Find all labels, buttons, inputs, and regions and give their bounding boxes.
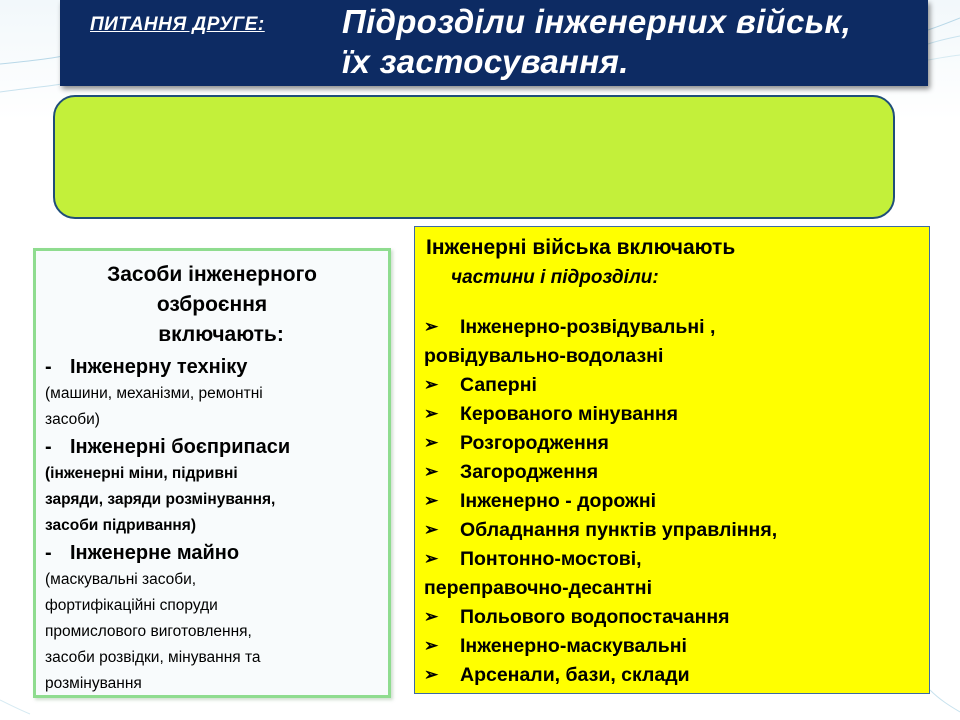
unit-name: Інженерно-розвідувальні , (460, 316, 716, 338)
list-item (424, 516, 924, 545)
arrow-bullet-icon: ➢ (424, 317, 439, 336)
arrow-bullet-icon: ➢ (424, 491, 439, 510)
engineering-armament-panel (33, 248, 391, 698)
item-description-line: промислового виготовлення, (45, 623, 252, 640)
list-item (424, 632, 924, 661)
arrow-bullet-icon: ➢ (424, 549, 439, 568)
arrow-bullet-icon: ➢ (424, 375, 439, 394)
right-panel-title: Інженерні війська включають (426, 236, 736, 259)
list-item (424, 603, 924, 632)
left-panel-heading (36, 260, 388, 350)
engineering-units-panel (414, 226, 930, 694)
unit-name: Інженерно-маскувальні (460, 635, 687, 657)
list-item (45, 433, 387, 461)
item-description-line: засоби) (45, 411, 100, 428)
list-item (424, 371, 924, 400)
unit-name: Керованого мінування (460, 403, 679, 425)
arrow-bullet-icon: ➢ (424, 636, 439, 655)
item-description-line: розмінування (45, 675, 142, 692)
slide-title-line-2: їх застосування. (342, 43, 629, 80)
list-item (424, 429, 924, 458)
list-item (424, 545, 924, 574)
unit-name: Саперні (460, 374, 537, 396)
arrow-bullet-icon: ➢ (424, 404, 439, 423)
unit-name: Польового водопостачання (460, 606, 730, 628)
unit-name: ровідувально-водолазні (424, 345, 664, 367)
item-title: Інженерне майно (70, 542, 240, 564)
left-heading-line-1: Засоби інженерного (107, 263, 317, 286)
unit-name: Арсенали, бази, склади (460, 664, 690, 686)
item-description-line: заряди, заряди розмінування, (45, 491, 276, 508)
item-description-line: (машини, механізми, ремонтні (45, 385, 263, 402)
arrow-bullet-icon: ➢ (424, 665, 439, 684)
unit-name: Понтонно-мостові, (460, 548, 642, 570)
item-title: Інженерні боєприпаси (70, 436, 291, 458)
arrow-bullet-icon: ➢ (424, 433, 439, 452)
dash-marker: - (45, 436, 52, 458)
unit-name: Розгородження (460, 432, 609, 454)
list-item (424, 487, 924, 516)
item-description-line: фортифікаційні споруди (45, 597, 218, 614)
item-title: Інженерну техніку (70, 356, 248, 378)
left-heading-line-3: включають: (158, 323, 284, 346)
unit-name: переправочно-десантні (424, 577, 652, 599)
item-description-line: (інженерні міни, підривні (45, 465, 238, 482)
list-item (424, 458, 924, 487)
item-description-line: засоби підривання) (45, 517, 196, 534)
question-label: ПИТАННЯ ДРУГЕ: (90, 14, 265, 35)
right-panel-subtitle: частини і підрозділи: (451, 267, 659, 288)
armament-list (45, 353, 387, 697)
dash-marker: - (45, 356, 52, 378)
list-item-continuation (424, 574, 924, 603)
units-list (424, 313, 924, 690)
title-banner (60, 0, 928, 86)
unit-name: Загородження (460, 461, 599, 483)
arrow-bullet-icon: ➢ (424, 462, 439, 481)
slide-title-line-1: Підрозділи інженерних військ, (342, 3, 852, 40)
list-item (424, 661, 924, 690)
dash-marker: - (45, 542, 52, 564)
list-item (45, 539, 387, 567)
left-heading-line-2: озброєння (156, 293, 268, 316)
green-callout-box (53, 95, 895, 219)
list-item (424, 400, 924, 429)
unit-name: Інженерно - дорожні (460, 490, 657, 512)
item-description-line: (маскувальні засоби, (45, 571, 197, 588)
list-item (45, 353, 387, 381)
arrow-bullet-icon: ➢ (424, 607, 439, 626)
arrow-bullet-icon: ➢ (424, 520, 439, 539)
item-description-line: засоби розвідки, мінування та (45, 649, 261, 666)
unit-name: Обладнання пунктів управління, (460, 519, 778, 541)
list-item-continuation (424, 342, 924, 371)
list-item (424, 313, 924, 342)
